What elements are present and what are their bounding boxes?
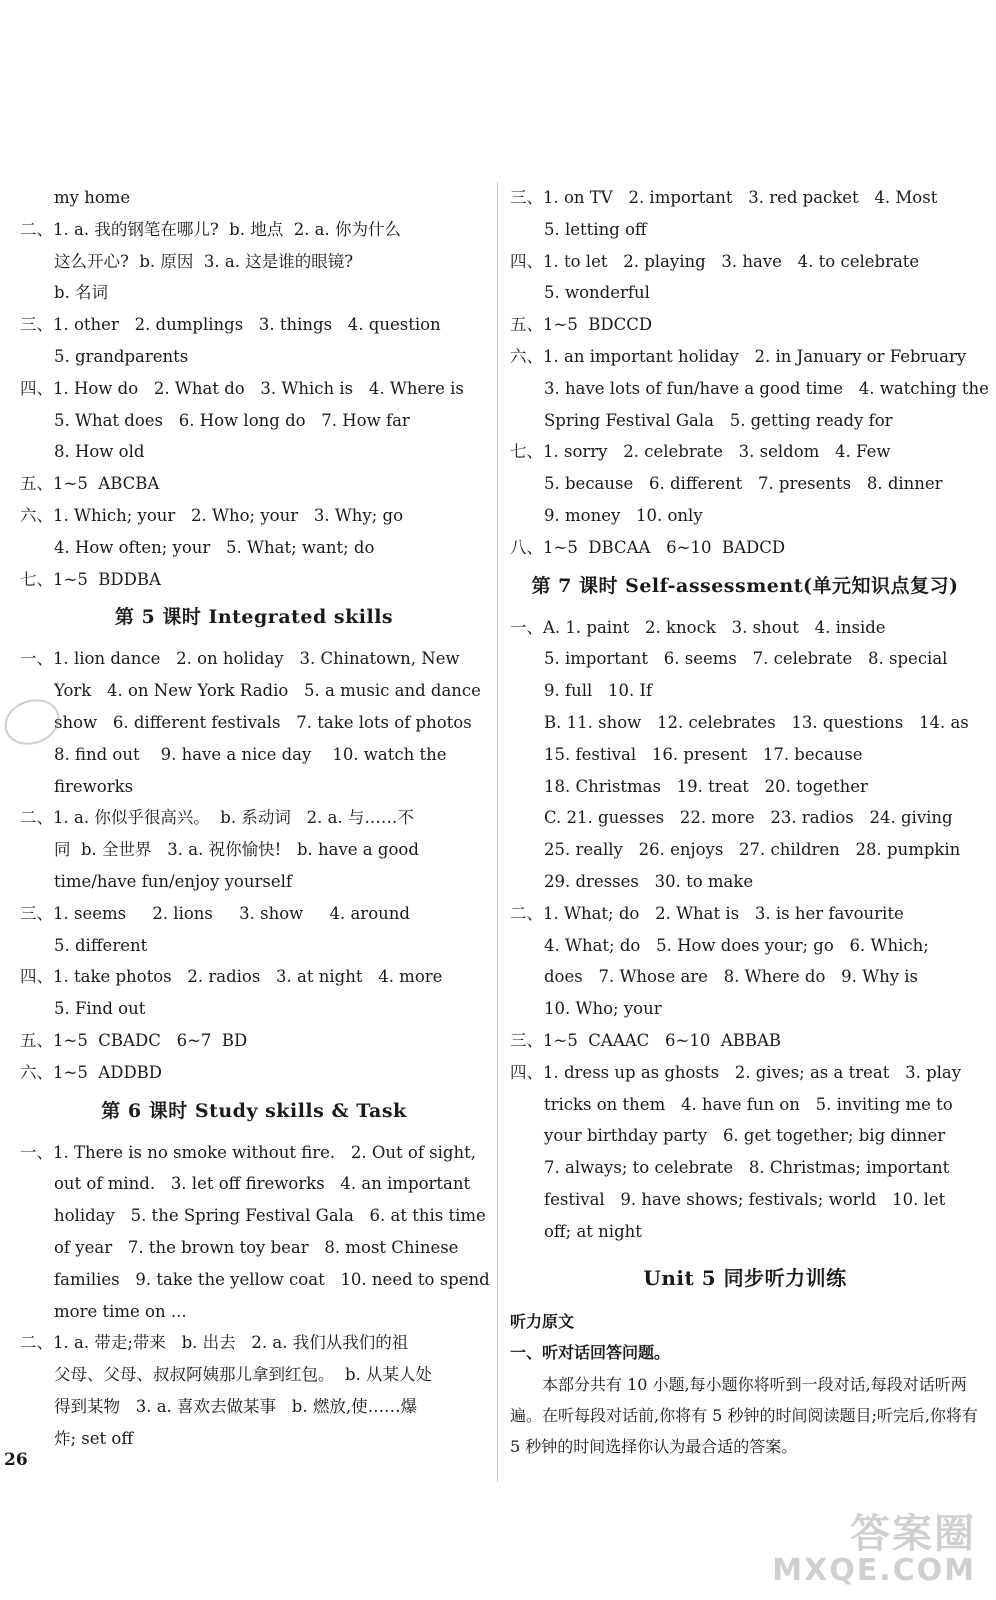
answer-line: 5. Find out — [54, 999, 146, 1019]
answer-line: 同 b. 全世界 3. a. 祝你愉快! b. have a good — [54, 840, 419, 860]
instruction-paragraph: 本部分共有 10 小题,每小题你将听到一段对话,每段对话听两遍。在听每段对话前,你将有 5 秒钟的时间阅读题目;听完后,你将有 5 秒钟的时间选择你认为最合适的答案。 — [510, 1375, 978, 1457]
answer-line: 二、1. What; do 2. What is 3. is her favourite — [510, 903, 904, 923]
answer-line: 三、1. seems 2. lions 3. show 4. around — [20, 903, 410, 923]
answer-line: 9. full 10. If — [544, 681, 653, 701]
left-column — [20, 182, 488, 1454]
watermark-logo: 答案圈 — [850, 1511, 976, 1557]
answer-line: 三、1. other 2. dumplings 3. things 4. question — [20, 315, 441, 335]
answer-line: my home — [54, 188, 131, 207]
subsection-label: 听力原文 — [510, 1311, 575, 1331]
answer-line: 得到某物 3. a. 喜欢去做某事 b. 燃放,使……爆 — [54, 1396, 418, 1416]
answer-line: B. 11. show 12. celebrates 13. questions 14. as — [544, 712, 969, 732]
unit-heading: Unit 5 同步听力训练 — [643, 1265, 847, 1290]
answer-line: 二、1. a. 我的钢笔在哪儿? b. 地点 2. a. 你为什么 — [20, 219, 402, 239]
answer-line: time/have fun/enjoy yourself — [54, 871, 292, 891]
answer-line: of year 7. the brown toy bear 8. most Chinese — [54, 1237, 459, 1257]
column-divider — [497, 182, 498, 1482]
answer-line: 一、1. lion dance 2. on holiday 3. Chinatown, New — [20, 649, 460, 669]
answer-line: 4. How often; your 5. What; want; do — [54, 537, 375, 557]
section-heading: 第 7 课时 Self-assessment(单元知识点复习) — [531, 574, 959, 597]
answer-line: more time on ... — [54, 1301, 187, 1321]
answer-line: festival 9. have shows; festivals; world 10. let — [544, 1189, 946, 1209]
answer-line: 25. really 26. enjoys 27. children 28. pumpkin — [544, 840, 961, 860]
answer-line: 29. dresses 30. to make — [544, 871, 754, 891]
answer-line: holiday 5. the Spring Festival Gala 6. at this time — [54, 1206, 486, 1226]
answer-line: 四、1. dress up as ghosts 2. gives; as a treat 3. play — [510, 1062, 962, 1082]
answer-line: 一、A. 1. paint 2. knock 3. shout 4. inside — [510, 617, 886, 637]
section-heading: 第 5 课时 Integrated skills — [114, 606, 394, 629]
watermark-url: MXQE.COM — [772, 1553, 976, 1588]
answer-line: 3. have lots of fun/have a good time 4. watching the — [544, 378, 989, 398]
answer-line: families 9. take the yellow coat 10. need to spend — [54, 1269, 490, 1289]
answer-line: 二、1. a. 你似乎很高兴。 b. 系动词 2. a. 与……不 — [20, 808, 414, 828]
answer-line: off; at night — [544, 1221, 642, 1241]
answer-line: 八、1~5 DBCAA 6~10 BADCD — [510, 537, 786, 557]
answer-line: 四、1. take photos 2. radios 3. at night 4. more — [20, 967, 443, 987]
answer-line: 五、1~5 ABCBA — [20, 474, 160, 494]
answer-line: 5. important 6. seems 7. celebrate 8. special — [544, 649, 948, 669]
answer-line: tricks on them 4. have fun on 5. inviting me to — [544, 1094, 953, 1114]
answer-line: show 6. different festivals 7. take lots of photos — [54, 712, 472, 732]
answer-line: 18. Christmas 19. treat 20. together — [544, 776, 868, 796]
section-heading: 第 6 课时 Study skills & Task — [101, 1099, 407, 1122]
answer-line: does 7. Whose are 8. Where do 9. Why is — [544, 967, 919, 987]
answer-line: 五、1~5 BDCCD — [510, 315, 653, 335]
watermark — [772, 1512, 976, 1586]
answer-line: 9. money 10. only — [544, 505, 703, 525]
answer-line: 5. different — [54, 935, 148, 955]
answer-line: your birthday party 6. get together; big dinner — [544, 1126, 946, 1146]
answer-line: 8. How old — [54, 442, 145, 462]
answer-line: 8. find out 9. have a nice day 10. watch the — [54, 744, 447, 764]
answer-line: 5. wonderful — [544, 283, 650, 303]
answer-line: 六、1. an important holiday 2. in January or February — [510, 346, 967, 366]
page-number: 26 — [4, 1450, 28, 1470]
answer-line: 二、1. a. 带走;带来 b. 出去 2. a. 我们从我们的祖 — [20, 1333, 409, 1353]
right-column — [510, 182, 989, 1462]
answer-line: 七、1. sorry 2. celebrate 3. seldom 4. Few — [510, 442, 891, 462]
answer-line: fireworks — [54, 776, 134, 796]
answer-line: 五、1~5 CBADC 6~7 BD — [20, 1030, 248, 1050]
answer-line: 这么开心? b. 原因 3. a. 这是谁的眼镜? — [54, 251, 354, 271]
answer-line: 7. always; to celebrate 8. Christmas; important — [544, 1158, 950, 1178]
answer-line: 4. What; do 5. How does your; go 6. Which; — [544, 935, 929, 955]
answer-line: 四、1. to let 2. playing 3. have 4. to celebrate — [510, 251, 920, 271]
subsection-label: 一、听对话回答问题。 — [510, 1343, 671, 1363]
answer-line: 10. Who; your — [544, 999, 662, 1019]
answer-line: 四、1. How do 2. What do 3. Which is 4. Where is — [20, 378, 464, 398]
answer-line: 三、1~5 CAAAC 6~10 ABBAB — [510, 1030, 782, 1050]
answer-line: C. 21. guesses 22. more 23. radios 24. giving — [544, 808, 953, 828]
answer-line: 5. grandparents — [54, 346, 189, 366]
answer-line: 炸; set off — [54, 1428, 134, 1448]
answer-line: 5. letting off — [544, 219, 647, 239]
answer-line: 5. because 6. different 7. presents 8. dinner — [544, 474, 943, 494]
answer-line: 5. What does 6. How long do 7. How far — [54, 410, 410, 430]
answer-line: 六、1~5 ADDBD — [20, 1062, 163, 1082]
answer-line: 三、1. on TV 2. important 3. red packet 4. Most — [510, 188, 938, 207]
answer-line: 父母、父母、叔叔阿姨那儿拿到红包。 b. 从某人处 — [54, 1365, 433, 1385]
answer-line: 六、1. Which; your 2. Who; your 3. Why; go — [20, 505, 404, 525]
answer-line: 15. festival 16. present 17. because — [544, 744, 863, 764]
answer-line: 七、1~5 BDDBA — [20, 569, 161, 589]
answer-line: out of mind. 3. let off fireworks 4. an important — [54, 1174, 471, 1194]
answer-line: Spring Festival Gala 5. getting ready for — [544, 410, 893, 430]
answer-line: York 4. on New York Radio 5. a music and dance — [54, 681, 481, 701]
answer-line: 一、1. There is no smoke without fire. 2. Out of sight, — [20, 1142, 476, 1162]
answer-line: b. 名词 — [54, 283, 109, 303]
